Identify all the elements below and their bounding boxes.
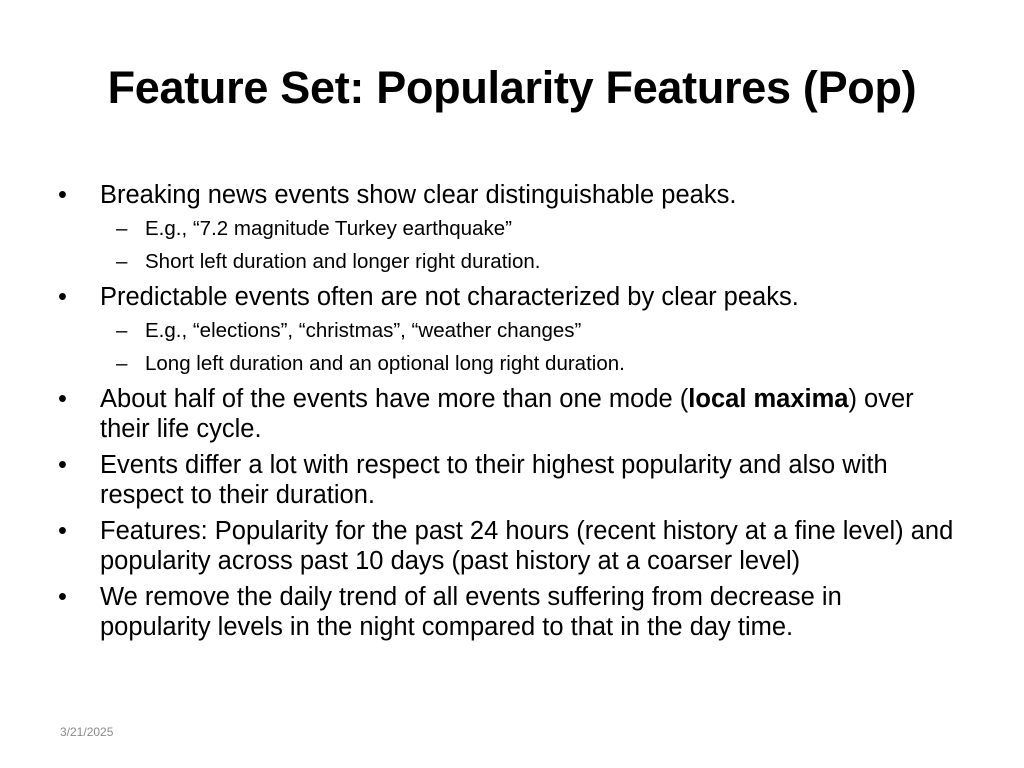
slide-title: Feature Set: Popularity Features (Pop): [107, 62, 917, 113]
sub-bullet-item: [58, 249, 958, 274]
bullet-item: [58, 516, 958, 576]
dash-icon: –: [116, 319, 128, 342]
dash-icon: –: [116, 250, 128, 273]
bullet-group-1: [58, 180, 958, 274]
bullet-text-after: ) over their life cycle.: [100, 385, 914, 443]
bullet-icon: •: [58, 283, 67, 311]
sub-bullet-item: [58, 216, 958, 241]
bullet-text: We remove the daily trend of all events suffering from decrease in popularity levels in the night compared to that in the day time.: [100, 583, 842, 641]
sub-bullet-text: E.g., “7.2 magnitude Turkey earthquake”: [145, 217, 512, 240]
dash-icon: –: [116, 217, 128, 240]
bullet-item: [58, 582, 958, 642]
bullet-text-bold: local maxima: [688, 385, 849, 413]
sub-bullet-text: Short left duration and longer right duration.: [145, 250, 541, 273]
bullet-item: [58, 180, 958, 210]
bullet-item: [58, 282, 958, 312]
bullet-text: Breaking news events show clear distinguishable peaks.: [100, 181, 737, 209]
bullet-text: Events differ a lot with respect to their highest popularity and also with respect to their duration.: [100, 451, 888, 509]
bullet-icon: •: [58, 583, 67, 611]
slide-date: 3/21/2025: [60, 725, 114, 739]
bullet-item: [58, 450, 958, 510]
slide-body: [58, 180, 958, 648]
sub-bullet-item: [58, 351, 958, 376]
sub-bullet-item: [58, 318, 958, 343]
sub-bullet-text: E.g., “elections”, “christmas”, “weather changes”: [145, 319, 582, 342]
bullet-text: Features: Popularity for the past 24 hours (recent history at a fine level) and popularity across past 10 days (past history at a coarser level): [100, 517, 954, 575]
bullet-icon: •: [58, 181, 67, 209]
dash-icon: –: [116, 352, 128, 375]
bullet-icon: •: [58, 451, 67, 479]
bullet-icon: •: [58, 517, 67, 545]
bullet-text-before: About half of the events have more than one mode (: [100, 385, 689, 413]
bullet-group-2: [58, 282, 958, 376]
bullet-item: [58, 384, 958, 444]
sub-bullet-text: Long left duration and an optional long right duration.: [145, 352, 625, 375]
bullet-icon: •: [58, 385, 67, 413]
bullet-text: Predictable events often are not characterized by clear peaks.: [100, 283, 799, 311]
